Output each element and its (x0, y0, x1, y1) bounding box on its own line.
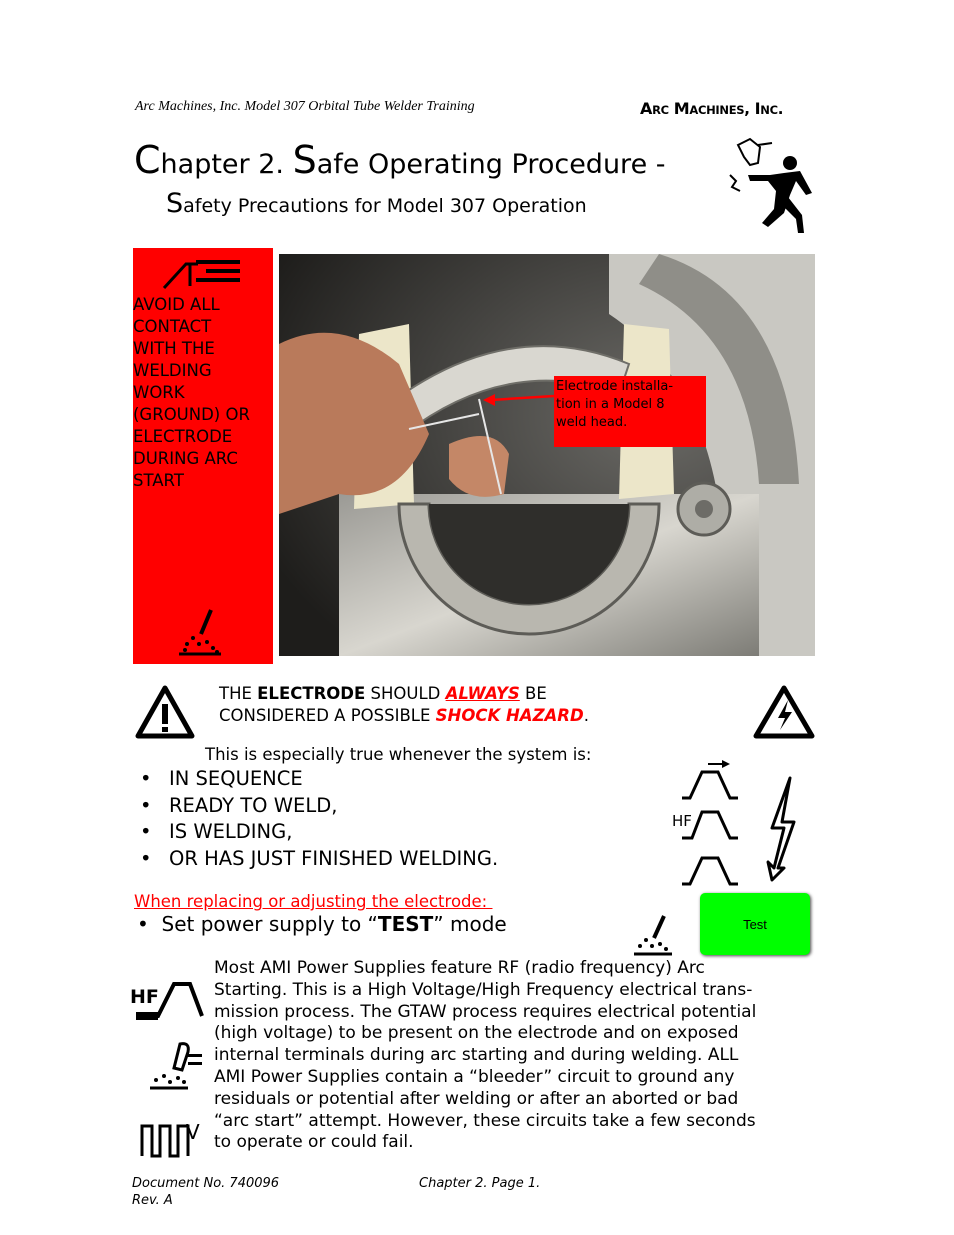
list-item: • IN SEQUENCE (137, 766, 657, 793)
torch-arc-icon (177, 608, 225, 658)
document-number: Document No. 740096 Rev. A (132, 1176, 280, 1208)
electrode-holder-icon (160, 256, 242, 290)
weld-head-photo-drawing (279, 254, 815, 656)
chapter-subtitle: Safety Precautions for Model 307 Operation (166, 188, 587, 219)
warning-sidebar (133, 248, 273, 664)
photo-callout: Electrode installa- tion in a Model 8 weld head. (554, 376, 706, 447)
lightning-bolt-icon (760, 776, 802, 882)
replace-heading: When replacing or adjusting the electrode: (134, 892, 493, 911)
torch-arc-icon (632, 914, 676, 958)
conditions-list (137, 766, 657, 872)
test-mode-button[interactable] (700, 893, 810, 955)
chapter-title: Chapter 2. Safe Operating Procedure - (134, 138, 666, 182)
square-wave-icon (140, 1122, 192, 1158)
weld-pulse-icon (678, 852, 740, 888)
high-voltage-triangle-icon (752, 684, 816, 740)
sidebar-warning-text: AVOID ALL CONTACT WITH THE WELDING WORK (GROUND) OR ELECTRODE DURING ARC START (133, 295, 250, 490)
warning-triangle-icon (134, 684, 196, 740)
hf-label: HF (672, 812, 692, 830)
list-item: • READY TO WELD, (137, 793, 657, 820)
hf-pulse-icon (678, 808, 740, 842)
company-logo: ARC MACHINES, INC. (640, 99, 784, 118)
test-mode-instruction: • Set power supply to “TEST” mode (137, 912, 507, 936)
electric-shock-person-icon (728, 135, 820, 237)
hf-start-icon (134, 980, 206, 1022)
rf-arc-starting-paragraph: Most AMI Power Supplies feature RF (radio frequency) Arc Starting. This is a High Voltage/High Frequency electrical trans- mission process. The GTAW process requires electrical potential (high voltage) to be present on the electrode and on exposed internal terminals during arc starting and during welding. ALL AMI Power Supplies contain a “bleeder” circuit to ground any residuals or potential after welding or after an aborted or bad “arc start” attempt. However, these circuits take a few seconds to operate or could fail. (214, 958, 757, 1153)
conditions-intro: This is especially true whenever the system is: (205, 745, 592, 764)
hf-icon-label: HF (130, 986, 159, 1008)
weld-head-photo (279, 254, 815, 656)
list-item: • IS WELDING, (137, 819, 657, 846)
sequence-pulse-icon (678, 758, 740, 802)
list-item: • OR HAS JUST FINISHED WELDING. (137, 846, 657, 873)
voltage-label: V (186, 1120, 200, 1144)
torch-icon (148, 1040, 204, 1092)
running-title: Arc Machines, Inc. Model 307 Orbital Tube Welder Training (135, 99, 475, 114)
page-number: Chapter 2. Page 1. (419, 1176, 541, 1191)
electrode-warning-text: THE ELECTRODE SHOULD ALWAYS BE CONSIDERED A POSSIBLE SHOCK HAZARD. (219, 684, 589, 725)
test-button-label: Test (743, 916, 767, 932)
